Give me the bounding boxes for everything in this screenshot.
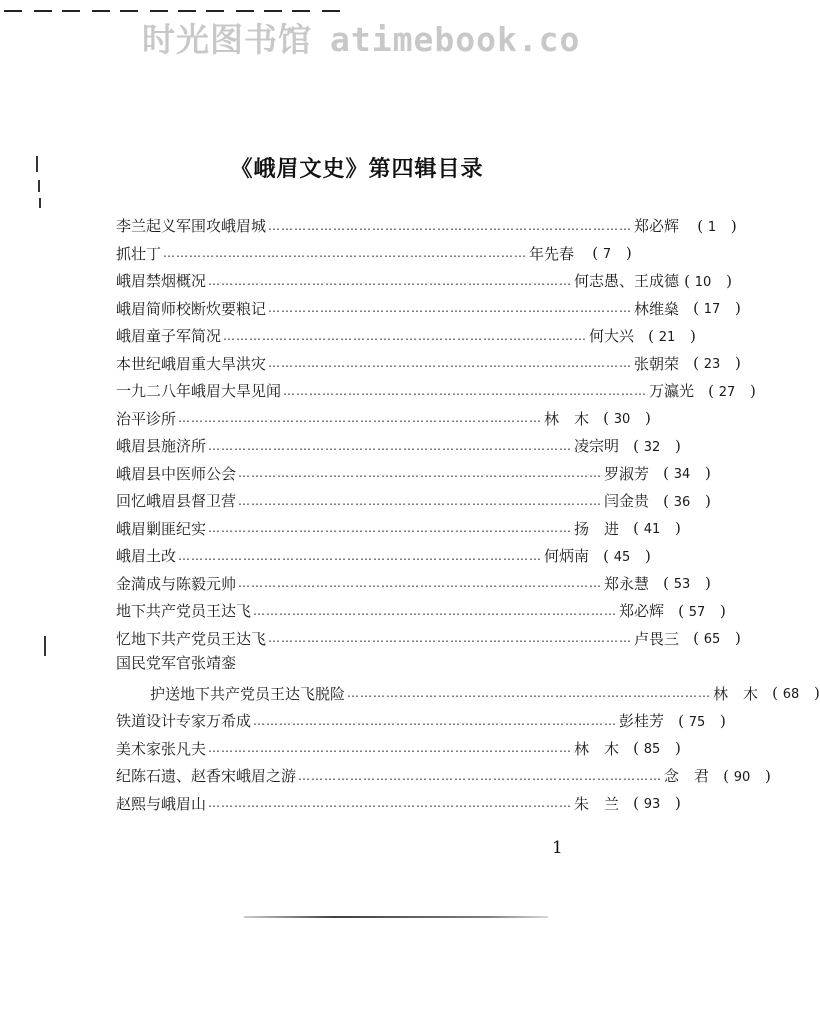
entry-title: 峨眉童子军简况 xyxy=(116,327,222,346)
entry-author: 郑必辉 xyxy=(634,217,680,236)
toc-entry xyxy=(116,515,661,543)
toc-entry xyxy=(116,212,717,240)
entry-title: 抓壮丁 xyxy=(116,244,162,263)
toc-entry xyxy=(116,487,691,515)
dot-leader: ………………………………………………………………………… xyxy=(163,246,528,261)
dot-leader: ………………………………………………………………………… xyxy=(208,273,573,288)
dot-leader: ………………………………………………………………………… xyxy=(347,686,712,701)
toc-entry xyxy=(116,542,631,570)
entry-author: 何大兴 xyxy=(589,327,635,346)
entry-title: 峨眉县施济所 xyxy=(116,437,207,456)
entry-title: 铁道设计专家万希成 xyxy=(116,712,252,731)
watermark xyxy=(142,14,580,61)
toc-entry xyxy=(116,735,661,763)
entry-title: 峨眉土改 xyxy=(116,547,177,566)
entry-author: 扬 进 xyxy=(574,519,620,538)
dot-leader: ………………………………………………………………………… xyxy=(208,521,573,536)
entry-title: 峨眉禁烟概况 xyxy=(116,272,207,291)
entry-title: 美术家张凡夫 xyxy=(116,739,207,758)
toc-entry xyxy=(116,432,661,460)
entry-author: 罗淑芳 xyxy=(604,464,650,483)
toc-heading xyxy=(116,652,586,680)
dot-leader: ………………………………………………………………………… xyxy=(268,631,633,646)
dot-leader: ………………………………………………………………………… xyxy=(223,328,588,343)
dot-leader: ………………………………………………………………………… xyxy=(178,548,543,563)
dot-leader: ………………………………………………………………………… xyxy=(253,713,618,728)
entry-page: ( 93 ) xyxy=(628,794,676,812)
dot-leader: ………………………………………………………………………… xyxy=(268,356,633,371)
toc-entry xyxy=(116,680,800,708)
toc-entry xyxy=(116,597,706,625)
entry-author: 卢畏三 xyxy=(634,629,680,648)
dot-leader: ………………………………………………………………………… xyxy=(268,301,633,316)
entry-author: 郑永慧 xyxy=(604,574,650,593)
dot-leader: ………………………………………………………………………… xyxy=(283,383,648,398)
entry-author: 林 木 xyxy=(544,409,590,428)
entry-page: ( 85 ) xyxy=(628,739,676,757)
entry-author: 林 木 xyxy=(713,684,759,703)
entry-page: ( 57 ) xyxy=(673,602,721,620)
entry-title: 忆地下共产党员王达飞 xyxy=(116,629,267,648)
entry-page: ( 75 ) xyxy=(673,712,721,730)
entry-author: 闫金贵 xyxy=(604,492,650,511)
entry-page: ( 21 ) xyxy=(643,327,691,345)
scan-specks xyxy=(30,140,60,840)
entry-title: 护送地下共产党员王达飞脱险 xyxy=(150,684,346,703)
toc-entry xyxy=(116,377,736,405)
entry-author: 林 木 xyxy=(574,739,620,758)
entry-title: 国民党军官张靖銮 xyxy=(116,654,237,672)
toc-entry xyxy=(116,267,712,295)
toc-entry xyxy=(116,790,661,818)
toc-entry xyxy=(116,350,721,378)
entry-author: 郑必辉 xyxy=(619,602,665,621)
toc-entry xyxy=(116,240,612,268)
toc-entry xyxy=(116,762,751,790)
entry-title: 纪陈石遗、赵香宋峨眉之游 xyxy=(116,767,297,786)
entry-page: ( 90 ) xyxy=(718,767,766,785)
watermark-url: atimebook.co xyxy=(330,20,581,59)
entry-page: ( 23 ) xyxy=(688,354,736,372)
scan-line xyxy=(244,916,548,918)
entry-page: ( 34 ) xyxy=(658,464,706,482)
page-number: 1 xyxy=(552,838,563,858)
entry-page: ( 27 ) xyxy=(703,382,751,400)
entry-title: 峨眉县中医师公会 xyxy=(116,464,237,483)
toc-entry xyxy=(116,570,691,598)
entry-title: 峨眉剿匪纪实 xyxy=(116,519,207,538)
entry-author: 年先春 xyxy=(529,244,575,263)
entry-page: ( 36 ) xyxy=(658,492,706,510)
dot-leader: ………………………………………………………………………… xyxy=(238,466,603,481)
entry-page: ( 30 ) xyxy=(598,409,646,427)
dot-leader: ………………………………………………………………………… xyxy=(238,576,603,591)
entry-page: ( 1 ) xyxy=(688,217,736,235)
entry-title: 金満成与陈毅元帅 xyxy=(116,574,237,593)
dot-leader: ………………………………………………………………………… xyxy=(298,768,663,783)
entry-page: ( 10 ) xyxy=(679,272,727,290)
entry-page: ( 68 ) xyxy=(767,684,815,702)
entry-author: 彭桂芳 xyxy=(619,712,665,731)
entry-page: ( 41 ) xyxy=(628,519,676,537)
entry-page: ( 45 ) xyxy=(598,547,646,565)
dot-leader: ………………………………………………………………………… xyxy=(208,438,573,453)
toc-entry xyxy=(116,322,676,350)
scan-edge-dashes xyxy=(0,0,360,14)
entry-author: 朱 兰 xyxy=(574,794,620,813)
entry-author: 张朝荣 xyxy=(634,354,680,373)
entry-title: 一九二八年峨眉大旱见闻 xyxy=(116,382,282,401)
entry-author: 念 君 xyxy=(664,767,710,786)
dot-leader: ………………………………………………………………………… xyxy=(208,796,573,811)
entry-title: 李兰起义军围攻峨眉城 xyxy=(116,217,267,236)
toc-entry xyxy=(116,625,721,653)
entry-title: 本世纪峨眉重大旱洪灾 xyxy=(116,354,267,373)
table-of-contents xyxy=(116,212,800,817)
toc-entry xyxy=(116,707,706,735)
dot-leader: ………………………………………………………………………… xyxy=(253,603,618,618)
watermark-cn: 时光图书馆 xyxy=(142,20,312,59)
dot-leader: ………………………………………………………………………… xyxy=(178,411,543,426)
entry-page: ( 7 ) xyxy=(583,244,631,262)
dot-leader: ………………………………………………………………………… xyxy=(238,493,603,508)
entry-author: 何炳南 xyxy=(544,547,590,566)
entry-title: 回忆峨眉县督卫营 xyxy=(116,492,237,511)
entry-page: ( 17 ) xyxy=(688,299,736,317)
toc-entry xyxy=(116,405,631,433)
toc-entry xyxy=(116,295,721,323)
dot-leader: ………………………………………………………………………… xyxy=(268,218,633,233)
entry-title: 峨眉简师校断炊要粮记 xyxy=(116,299,267,318)
page-title: 《峨眉文史》第四辑目录 xyxy=(230,157,484,182)
entry-author: 凌宗明 xyxy=(574,437,620,456)
entry-page: ( 32 ) xyxy=(628,437,676,455)
entry-title: 地下共产党员王达飞 xyxy=(116,602,252,621)
entry-title: 赵熙与峨眉山 xyxy=(116,794,207,813)
entry-author: 万瀛光 xyxy=(649,382,695,401)
toc-entry xyxy=(116,460,691,488)
entry-author: 何志愚、王成德 xyxy=(574,272,680,291)
entry-title: 治平诊所 xyxy=(116,409,177,428)
entry-page: ( 53 ) xyxy=(658,574,706,592)
dot-leader: ………………………………………………………………………… xyxy=(208,741,573,756)
entry-page: ( 65 ) xyxy=(688,629,736,647)
entry-author: 林维燊 xyxy=(634,299,680,318)
